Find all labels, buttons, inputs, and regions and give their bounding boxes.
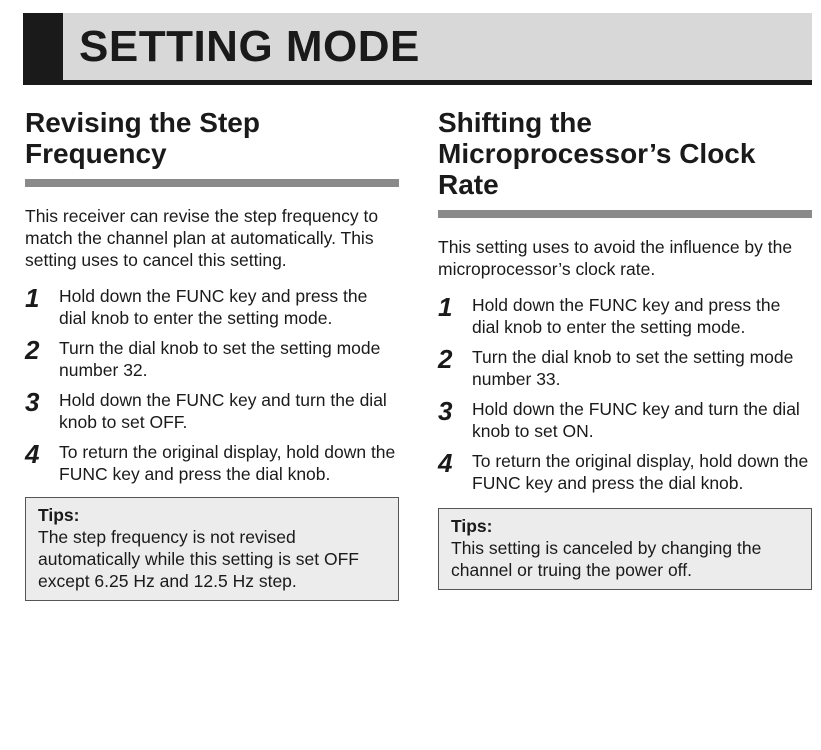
tips-text: The step frequency is not revised automatically while this setting is set OFF except 6.25 Hz and 12.5 Hz step. [38,527,359,591]
section-title [438,107,812,200]
tips-title: Tips: [451,516,493,536]
tips-box [438,508,812,590]
section-title [25,107,399,169]
section-title-line: Microprocessor’s Clock [438,138,756,169]
step-text: Turn the dial knob to set the setting mode number 33. [472,347,794,389]
step-number: 4 [25,439,40,469]
page-title: SETTING MODE [79,22,420,71]
step-number: 1 [438,292,453,322]
step-number: 2 [438,344,453,374]
step-text: Hold down the FUNC key and turn the dial knob to set ON. [472,399,800,441]
step-text: Hold down the FUNC key and press the dial knob to enter the setting mode. [59,286,368,328]
step-number: 2 [25,335,40,365]
section-step-frequency [25,107,399,601]
step-item [438,346,812,390]
step-item [438,450,812,494]
tips-box [25,497,399,601]
step-number: 3 [25,387,40,417]
step-item [25,337,399,381]
steps-list [25,285,399,485]
step-text: Hold down the FUNC key and turn the dial knob to set OFF. [59,390,387,432]
step-item [438,294,812,338]
tips-text: This setting is canceled by changing the channel or truing the power off. [451,538,762,580]
step-number: 3 [438,396,453,426]
step-item [25,389,399,433]
section-intro: This setting uses to avoid the influence by the microprocessor’s clock rate. [438,237,793,279]
section-title-line: Revising the Step [25,107,260,138]
section-clock-rate [438,107,812,590]
section-intro: This receiver can revise the step frequency to match the channel plan at automatically. This setting uses to cancel this setting. [25,206,379,270]
steps-list [438,294,812,494]
section-title-line: Frequency [25,138,167,169]
step-item [25,441,399,485]
header-accent-block [23,13,63,80]
step-number: 1 [25,283,40,313]
page-header [23,13,812,85]
step-text: To return the original display, hold down the FUNC key and press the dial knob. [59,442,396,484]
step-text: Turn the dial knob to set the setting mode number 32. [59,338,381,380]
step-text: To return the original display, hold down the FUNC key and press the dial knob. [472,451,809,493]
section-title-line: Rate [438,169,499,200]
step-text: Hold down the FUNC key and press the dial knob to enter the setting mode. [472,295,781,337]
section-divider [438,210,812,218]
step-item [25,285,399,329]
section-title-line: Shifting the [438,107,592,138]
section-divider [25,179,399,187]
step-item [438,398,812,442]
step-number: 4 [438,448,453,478]
tips-title: Tips: [38,505,80,525]
